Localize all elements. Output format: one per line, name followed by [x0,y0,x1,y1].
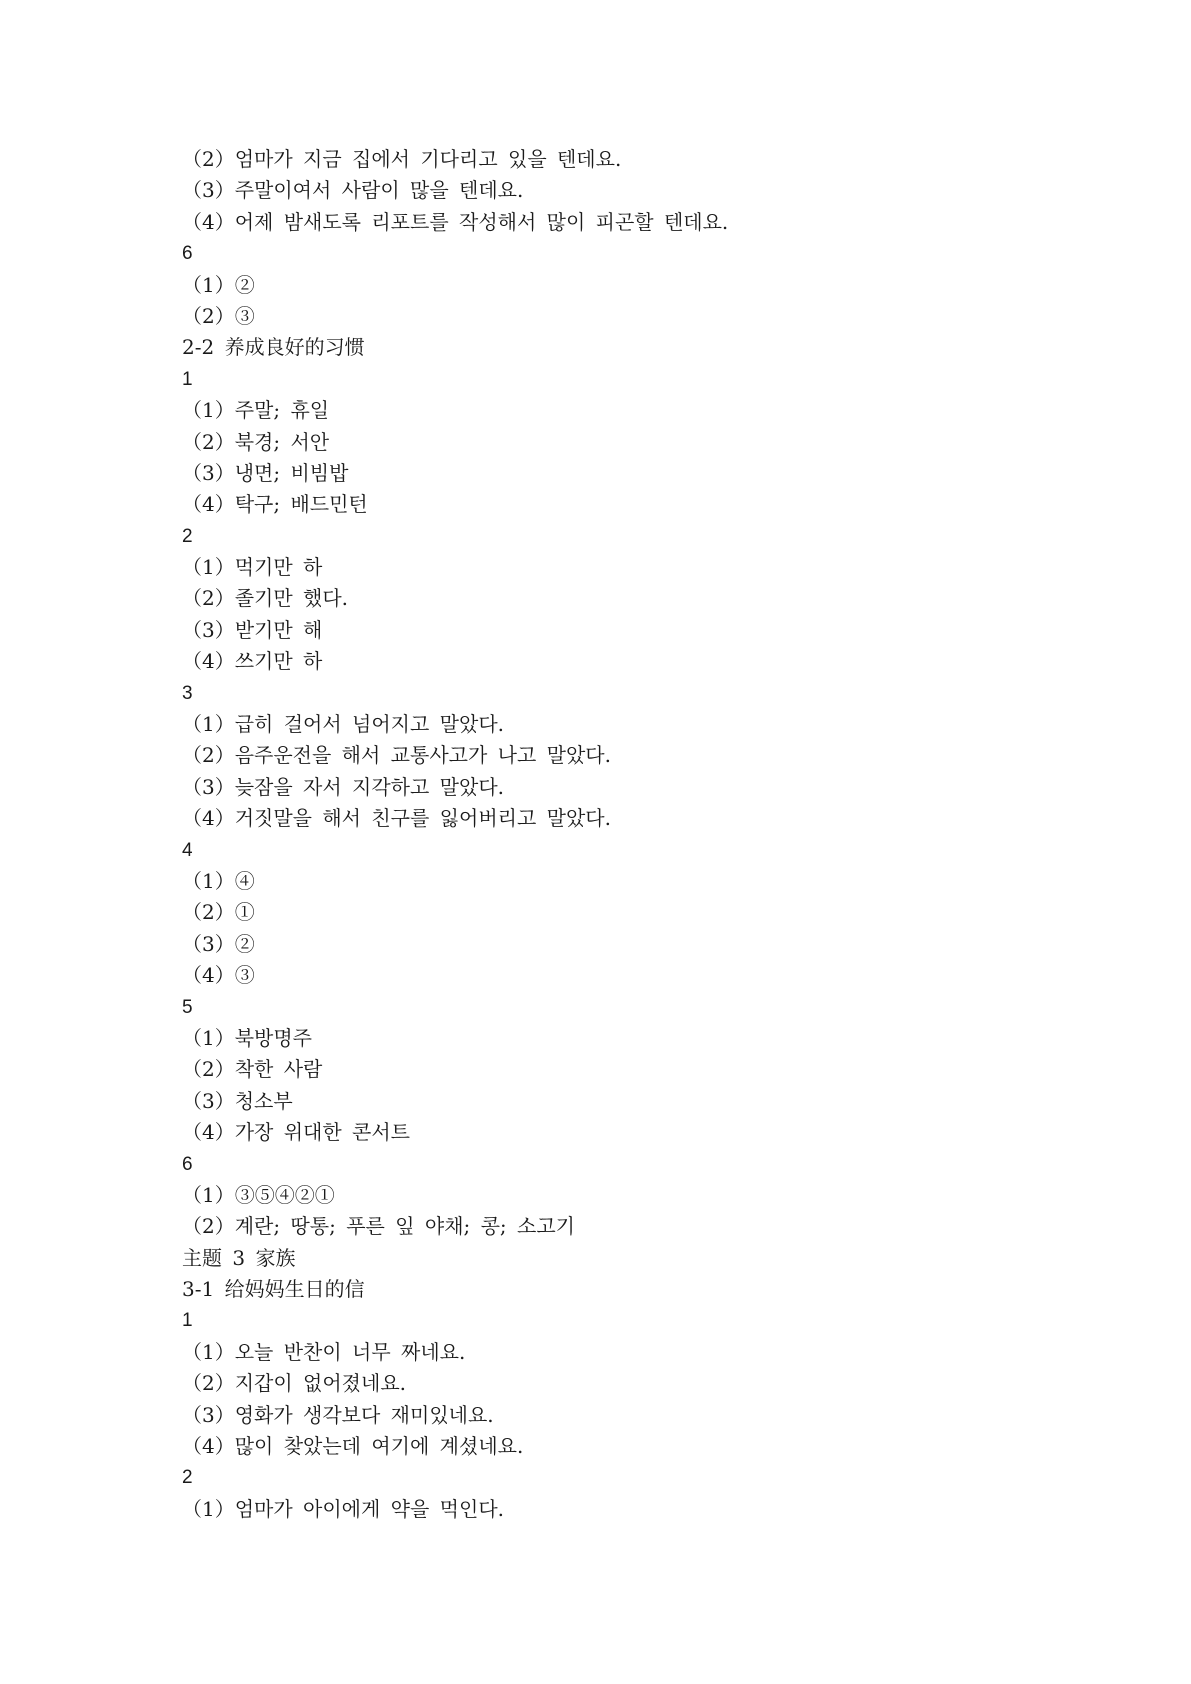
answer-item: （2）북경; 서안 [182,429,330,454]
answer-item: （2）엄마가 지금 집에서 기다리고 있을 텐데요. [182,147,622,171]
answer-item: （3）청소부 [182,1088,293,1113]
answer-item: （3）늦잠을 자서 지각하고 말았다. [182,774,504,799]
question-number: 6 [182,1153,193,1175]
answer-item: （1）주말; 휴일 [182,398,330,423]
section-heading: 3-1 给妈妈生日的信 [182,1277,365,1302]
answer-item: （1）엄마가 아이에게 약을 먹인다. [182,1496,504,1521]
answer-item: （2）착한 사람 [182,1057,323,1082]
answer-item: （3）영화가 생각보다 재미있네요. [182,1402,494,1427]
answer-item: （1）먹기만 하 [182,555,323,580]
answer-item: （4）많이 찾았는데 여기에 계셨네요. [182,1434,524,1459]
answer-item: （2）계란; 땅통; 푸른 잎 야채; 콩; 소고기 [182,1214,575,1239]
question-number: 6 [182,243,193,265]
answer-item: （4）③ [182,963,255,988]
answer-item: （4）쓰기만 하 [182,649,323,674]
answer-item: （2）③ [182,303,255,328]
section-heading: 主题 3 家族 [182,1245,296,1270]
answer-item: （3）받기만 해 [182,617,323,642]
answer-item: （2）졸기만 했다. [182,586,349,611]
answer-item: （4）탁구; 배드민턴 [182,492,368,517]
answer-item: （2）음주운전을 해서 교통사고가 나고 말았다. [182,743,611,768]
answer-item: （4）가장 위대한 콘서트 [182,1120,410,1145]
question-number: 4 [182,839,193,861]
answer-item: （1）② [182,272,255,297]
answer-item: （1）급히 걸어서 넘어지고 말았다. [182,712,504,737]
answer-item: （3）주말이여서 사람이 많을 텐데요. [182,178,524,203]
answer-item: （1）오늘 반찬이 너무 짜네요. [182,1339,466,1364]
question-number: 3 [182,682,193,704]
question-number: 1 [182,1310,193,1332]
question-number: 5 [182,996,193,1018]
answer-item: （4）어제 밤새도록 리포트를 작성해서 많이 피곤할 텐데요. [182,209,729,234]
question-number: 1 [182,368,193,390]
answer-item: （3）냉면; 비빔밥 [182,460,349,485]
answer-item: （2）① [182,900,255,925]
answer-item: （4）거짓말을 해서 친구를 잃어버리고 말았다. [182,806,611,831]
answer-item: （2）지갑이 없어졌네요. [182,1371,406,1396]
answer-item: （3）② [182,931,255,956]
section-heading: 2-2 养成良好的习惯 [182,335,365,360]
question-number: 2 [182,1467,193,1489]
question-number: 2 [182,525,193,547]
answer-key-content [182,144,1082,1525]
answer-item: （1）북방명주 [182,1025,313,1050]
answer-item: （1）④ [182,868,255,893]
answer-item: （1）③⑤④②① [182,1182,335,1207]
